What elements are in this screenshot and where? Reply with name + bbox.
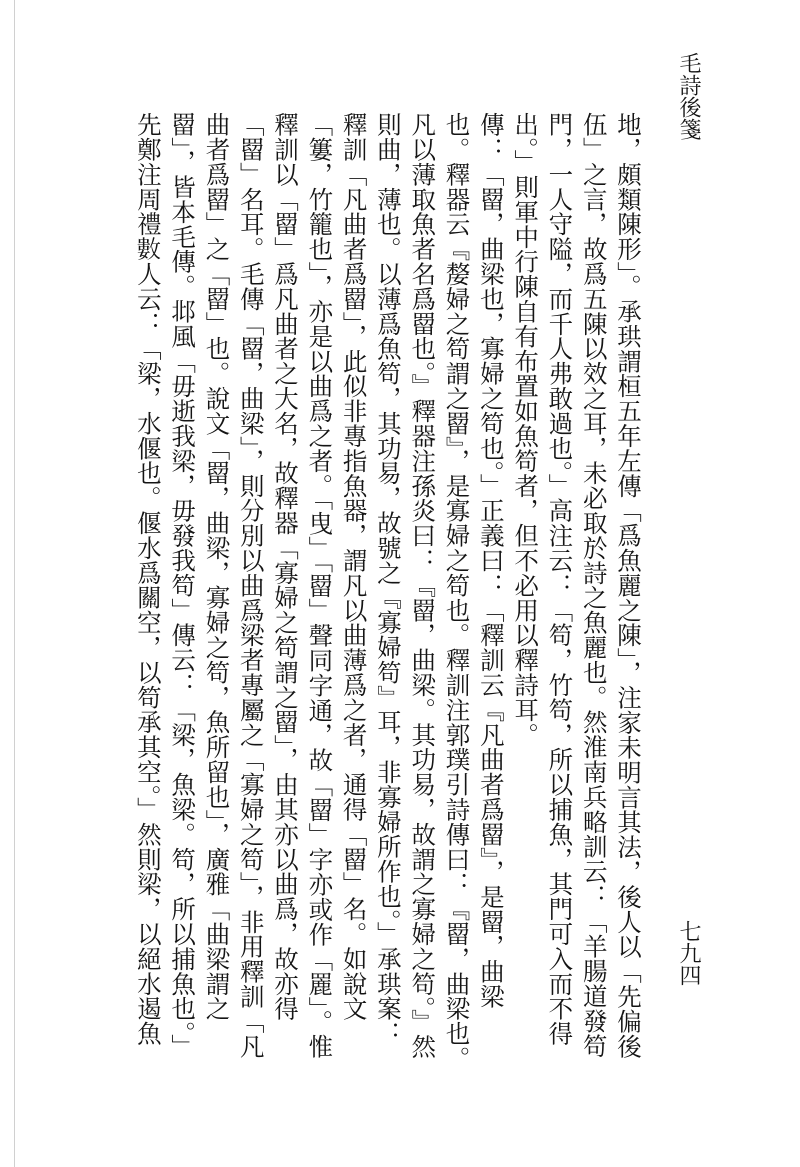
text-column: 釋訓以「罶」爲凡曲者之大名，故釋器「寡婦之笱謂之罶」，由其亦以曲爲，故亦得 <box>271 112 301 1022</box>
text-column: 罶」，皆本毛傳。邶風「毋逝我梁，毋發我笱」傳云：「梁，魚梁。笱，所以捕魚也。」 <box>168 112 198 1059</box>
binding-edge-line <box>14 0 15 1167</box>
text-column: 伍」之言，故爲五陳以效之耳，未必取於詩之魚麗也。然淮南兵略訓云：「羊腸道發笱 <box>579 112 609 1059</box>
text-column: 則曲，薄也。以薄爲魚笱，其功易，故號之『寡婦笱』耳，非寡婦所作也。」承珙案： <box>373 112 403 1046</box>
text-column: 「簍，竹籠也」，亦是以曲爲之者。「曳」「罶」聲同字通，故「罶」字亦或作「䍡」。惟 <box>305 112 335 1059</box>
text-column: 曲者爲罶」之「罶」也。說文「罶，曲梁，寡婦之笱，魚所留也」，廣雅「曲梁謂之 <box>202 112 232 1022</box>
text-column: 門，一人守隘，而千人弗敢過也。」高注云：「笱，竹笱，所以捕魚，其門可入而不得 <box>545 112 575 1046</box>
text-column: 凡以薄取魚者名爲罶也。』釋器注孫炎曰：『罶，曲梁。其功易，故謂之寡婦之笱。』然 <box>408 112 438 1059</box>
text-column: 先鄭注周禮𢿙人云：「梁，水偃也。偃水爲關空，以笱承其空。」然則梁，以絕水遏魚 <box>133 112 163 1046</box>
text-column: 「罶」名耳。毛傳「罶，曲梁」，則分別以曲爲梁者專屬之「寡婦之笱」，非用釋訓「凡 <box>236 112 266 1059</box>
body-text <box>70 112 645 1112</box>
page-number: 七九四 <box>676 920 701 986</box>
text-column: 地，頗類陳形」。承珙謂桓五年左傳「爲魚麗之陳」，注家未明言其法，後人以「先偏後 <box>614 112 643 1059</box>
text-column: 傳：「罶，曲梁也，寡婦之笱也。」正義曰：「釋訓云『凡曲者爲罶』，是罶，曲梁 <box>476 112 506 1009</box>
running-title: 毛詩後箋 <box>676 52 701 140</box>
text-column: 出。」則軍中行陳自有布置如魚笱者，但不必用以釋詩耳。 <box>511 112 541 748</box>
text-column: 釋訓「凡曲者爲罶」，此似非專指魚器，謂凡以曲薄爲之者，通得「罶」名。如說文 <box>339 112 369 1022</box>
text-column: 也。釋器云『嫠婦之笱謂之罶』，是寡婦之笱也。釋訓注郭璞引詩傳曰：『罶，曲梁也。 <box>442 112 472 1071</box>
